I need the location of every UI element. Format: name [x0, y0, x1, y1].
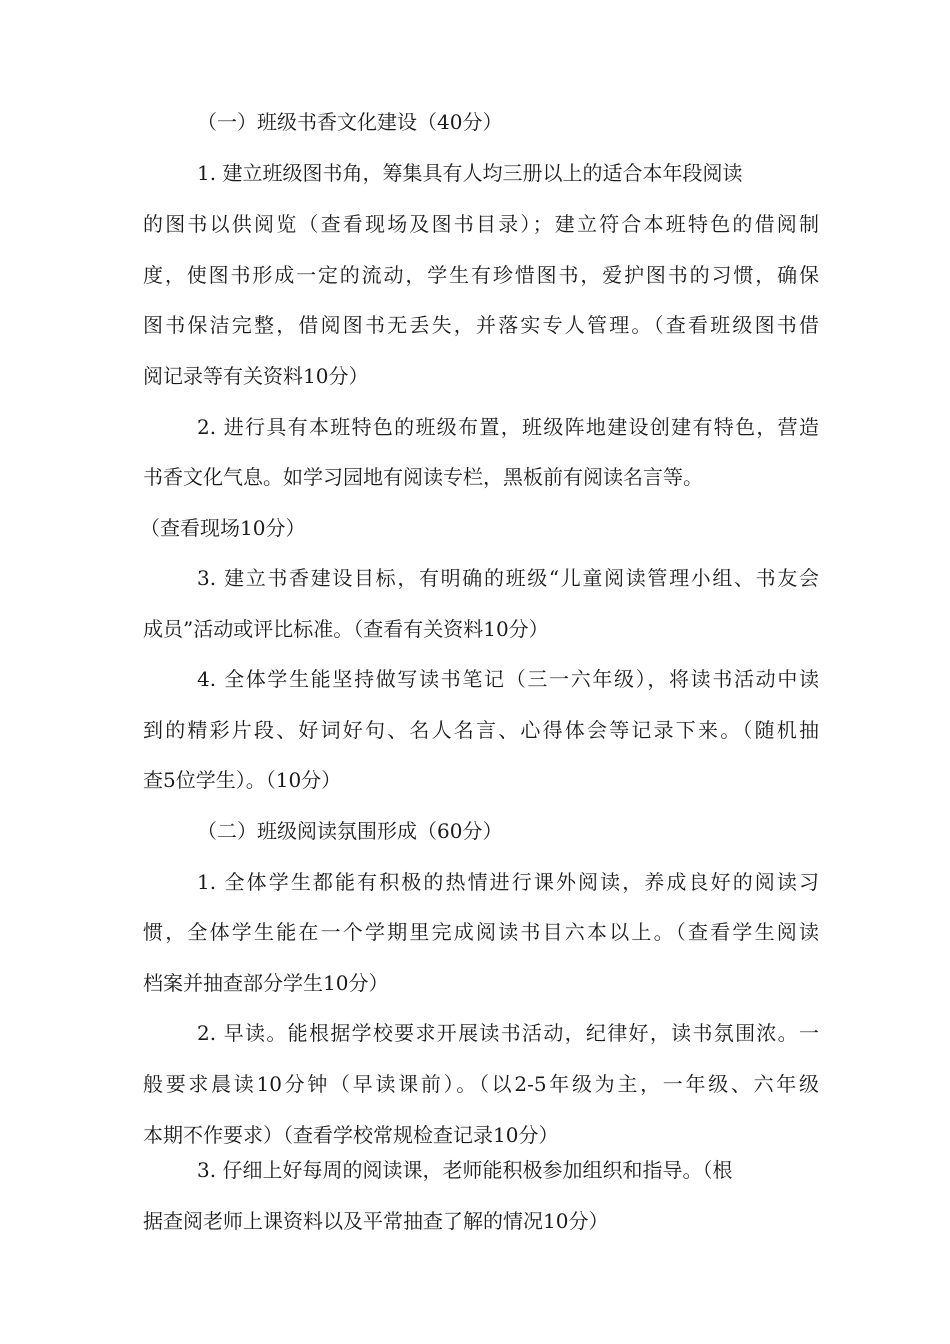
paragraph-line: 3. 建立书香建设目标，有明确的班级“儿童阅读管理小组、书友会: [197, 566, 819, 590]
paragraph-line: 档案并抽查部分学生10分）: [143, 971, 389, 995]
paragraph-line: 4. 全体学生能坚持做写读书笔记（三一六年级），将读书活动中读: [197, 667, 819, 691]
paragraph-line: 度，使图书形成一定的流动，学生有珍惜图书，爱护图书的习惯，确保: [143, 263, 819, 287]
paragraph-line: （查看现场10分）: [140, 516, 306, 540]
paragraph-line: 书香文化气息。如学习园地有阅读专栏，黑板前有阅读名言等。: [143, 465, 703, 489]
paragraph-line: 到的精彩片段、好词好句、名人名言、心得体会等记录下来。（随机抽: [143, 718, 819, 742]
paragraph-line: 的图书以供阅览（查看现场及图书目录）；建立符合本班特色的借阅制: [143, 212, 819, 236]
paragraph-line: 般要求晨读10分钟（早读课前）。（以2-5年级为主，一年级、六年级: [143, 1072, 819, 1096]
paragraph-line: 惯，全体学生能在一个学期里完成阅读书目六本以上。（查看学生阅读: [143, 920, 819, 944]
paragraph-line: 2. 早读。能根据学校要求开展读书活动，纪律好，读书氛围浓。一: [197, 1021, 819, 1045]
paragraph-line: 阅记录等有关资料10分）: [143, 364, 369, 388]
paragraph-line: 1. 全体学生都能有积极的热情进行课外阅读，养成良好的阅读习: [197, 870, 819, 894]
paragraph-line: 图书保洁完整，借阅图书无丢失，并落实专人管理。（查看班级图书借: [143, 313, 819, 337]
section-heading: （二）班级阅读氛围形成（60分）: [197, 819, 503, 843]
paragraph-line: 据查阅老师上课资料以及平常抽查了解的情况10分）: [143, 1209, 609, 1233]
paragraph-line: 本期不作要求）（查看学校常规检查记录10分）: [143, 1123, 559, 1147]
paragraph-line: 查5位学生）。（10分）: [143, 768, 342, 792]
section-heading: （一）班级书香文化建设（40分）: [197, 110, 503, 134]
paragraph-line: 2. 进行具有本班特色的班级布置，班级阵地建设创建有特色，营造: [197, 415, 819, 439]
paragraph-line: 成员”活动或评比标准。（查看有关资料10分）: [143, 617, 549, 641]
paragraph-line: 3. 仔细上好每周的阅读课，老师能积极参加组织和指导。（根: [197, 1158, 733, 1182]
paragraph-line: 1. 建立班级图书角，筹集具有人均三册以上的适合本年段阅读: [197, 161, 743, 185]
